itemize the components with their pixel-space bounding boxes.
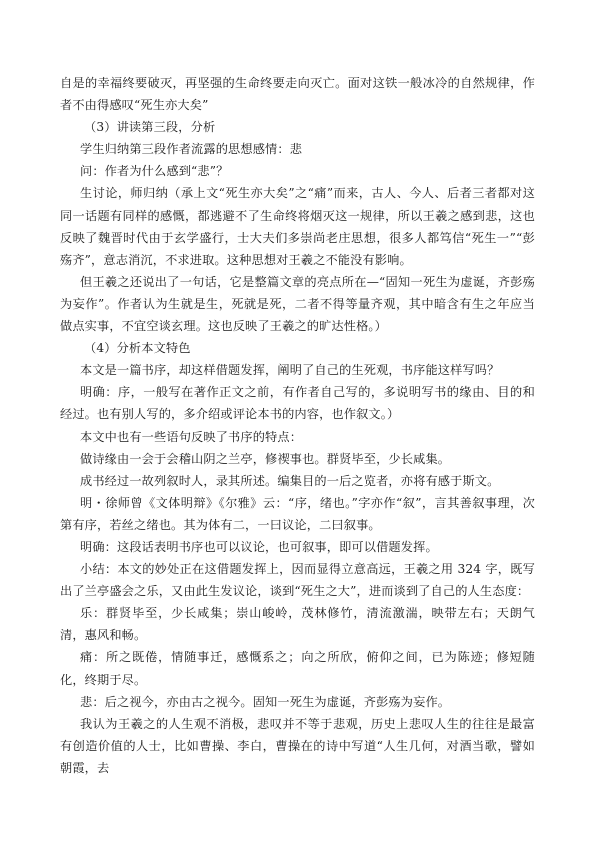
paragraph-summary: 小结：本文的妙处正在这借题发挥上，因而显得立意高远，王羲之用 324 字，既写出了兰亭盛会之乐，又由此生发议论，谈到“死生之大”，进而谈到了自己的人生态度： <box>60 562 535 599</box>
paragraph: 明・徐师曾《文体明辩》《尔雅》云：“序，绪也。”字亦作“叙”，言其善叙事理，次第有序，若丝之绪也。其为体有二，一曰议论，二曰叙事。 <box>60 495 535 532</box>
paragraph-question: 问：作者为什么感到“悲”？ <box>80 164 229 179</box>
paragraph-sorrow: 悲：后之视今，亦由古之视今。固知一死生为虚诞，齐彭殇为妄作。 <box>80 694 451 709</box>
paragraph-joy: 乐：群贤毕至，少长咸集；崇山峻岭，茂林修竹，清流激湍，映带左右；天朗气清，惠风和畅。 <box>60 606 535 643</box>
paragraph: 我认为王羲之的人生观不消极，悲叹并不等于悲观，历史上悲叹人生的往往是最富有创造价值的人士，比如曹操、李白，曹操在的诗中写道“人生几何，对酒当歌，譬如朝霞，去 <box>60 716 535 775</box>
paragraph-continuation: 自是的幸福终要破灭，再坚强的生命终要走向灭亡。面对这铁一般冰冷的自然规律，作者不由得感叹“死生亦大矣” <box>60 76 535 113</box>
paragraph: 学生归纳第三段作者流露的思想感情：悲 <box>80 142 303 157</box>
paragraph: 明确：序，一般写在著作正文之前，有作者自己写的，多说明写书的缘由、目的和经过。也有别人写的，多介绍或评论本书的内容，也作叙文。） <box>60 385 535 422</box>
paragraph: 但王羲之还说出了一句话，它是整篇文章的亮点所在—“固知一死生为虚诞，齐彭殇为妄作”。作者认为生就是生，死就是死，二者不得等量齐观，其中暗含有生之年应当做点实事，不宜空谈玄理。这也反映了王羲之的旷达性格。） <box>60 274 535 334</box>
paragraph-quote: 做诗缘由一会于会稽山阴之兰亭，修禊事也。群贤毕至，少长咸集。 <box>80 451 451 466</box>
section-heading-4: （4）分析本文特色 <box>84 341 191 356</box>
paragraph: 生讨论，师归纳（承上文“死生亦大矣”之“痛”而来，古人、今人、后者三者都对这同一话题有同样的感慨，都逃避不了生命终将烟灭这一规律，所以王羲之感到悲，这也反映了魏晋时代由于玄学盛行，士大夫们多崇尚老庄思想，很多人都笃信“死生一”“彭殇齐”，意志消沉，不求进取。这种思想对王羲之不能没有影响。 <box>60 186 535 267</box>
paragraph-pain: 痛：所之既倦，情随事迁，感慨系之；向之所欣，俯仰之间，已为陈迹；修短随化，终期于尽。 <box>60 650 535 687</box>
section-heading-3: （3）讲读第三段，分析 <box>84 120 216 135</box>
paragraph: 明确：这段话表明书序也可以议论，也可叙事，即可以借题发挥。 <box>80 539 438 554</box>
paragraph: 本文中也有一些语句反映了书序的特点： <box>80 429 303 444</box>
paragraph-quote: 成书经过一故列叙时人，录其所述。编集目的一后之览者，亦将有感于斯文。 <box>80 473 500 488</box>
paragraph: 本文是一篇书序，却这样借题发挥，阐明了自己的生死观，书序能这样写吗？ <box>80 363 500 378</box>
